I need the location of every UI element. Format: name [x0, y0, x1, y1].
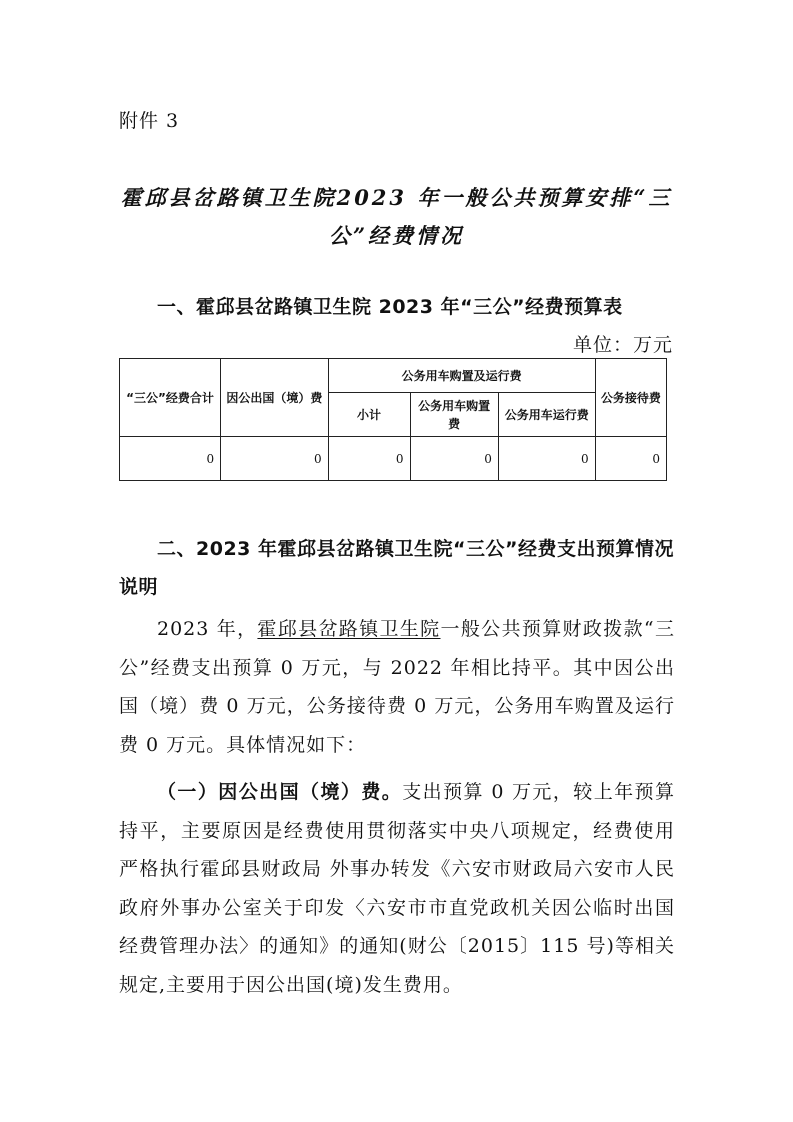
unit-label: 单位：万元 — [572, 334, 673, 356]
paragraph-summary-start: 2023 年， — [157, 618, 258, 640]
cell-total: 0 — [120, 437, 221, 481]
cell-vehicle-operation: 0 — [498, 437, 595, 481]
section1-heading: 一、霍邱县岔路镇卫生院 2023 年“三公”经费预算表 — [157, 296, 623, 318]
attachment-label: 附件 3 — [119, 110, 180, 132]
cell-subtotal: 0 — [328, 437, 410, 481]
document-title-line1: 霍邱县岔路镇卫生院2023 年一般公共预算安排“三 — [120, 185, 673, 210]
budget-table — [119, 358, 667, 481]
paragraph-abroad-text: 支出预算 0 万元，较上年预算持平，主要原因是经费使用贯彻落实中央八项规定，经费使用严格执行霍邱县财政局 外事办转发《六安市财政局六安市人民政府外事办公室关于印发〈六安市市直党政机关因公临时出国经费管理办法〉的通知》的通知(财公〔2015〕115 号)等相关规定,主要用于因公出国(境)发生费用。 — [119, 781, 675, 996]
cell-vehicle-purchase: 0 — [410, 437, 498, 481]
header-vehicle-group: 公务用车购置及运行费 — [328, 359, 595, 393]
paragraph-summary-rest: 一般公共预算财政拨款“三公”经费支出预算 0 万元，与 2022 年相比持平。其中因公出国（境）费 0 万元，公务接待费 0 万元，公务用车购置及运行费 0 万元。具体情况如下： — [119, 618, 675, 756]
header-reception: 公务接待费 — [595, 359, 666, 437]
header-abroad: 因公出国（境）费 — [221, 359, 328, 437]
cell-reception: 0 — [595, 437, 666, 481]
header-total: “三公”经费合计 — [120, 359, 221, 437]
paragraph-abroad-expenses — [119, 773, 675, 1004]
table-row — [120, 437, 667, 481]
header-vehicle-operation: 公务用车运行费 — [498, 393, 595, 437]
document-title-line2: 公”经费情况 — [328, 223, 465, 248]
paragraph-abroad-lead: （一）因公出国（境）费。 — [157, 781, 403, 803]
section2-heading: 二、2023 年霍邱县岔路镇卫生院“三公”经费支出预算情况说明 — [119, 538, 674, 598]
header-vehicle-purchase: 公务用车购置费 — [410, 393, 498, 437]
header-subtotal: 小计 — [328, 393, 410, 437]
cell-abroad: 0 — [221, 437, 328, 481]
institution-name: 霍邱县岔路镇卫生院 — [257, 618, 441, 640]
paragraph-summary — [119, 610, 675, 764]
